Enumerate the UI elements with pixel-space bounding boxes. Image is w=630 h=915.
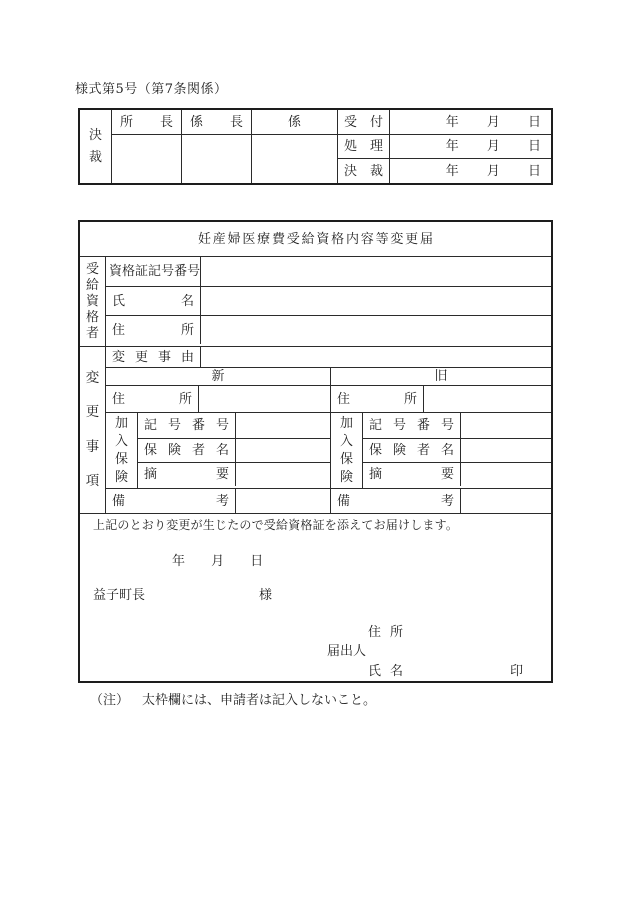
approval-stamp-cell	[251, 134, 337, 183]
footnote-text: 太枠欄には、申請者は記入しないこと。	[142, 693, 377, 708]
insurance-block	[106, 412, 551, 488]
new-insurer-name-field	[235, 439, 330, 462]
name-field	[200, 287, 551, 315]
addressee-line	[93, 589, 272, 602]
old-insurer-name-label: 保 険 者 名	[369, 443, 454, 458]
addressee-name: 益子町長	[93, 588, 146, 603]
decision-row-label: 決 裁	[337, 158, 389, 183]
changes-vertical-label-cell	[80, 347, 105, 513]
processing-date-cell: 年 月 日	[389, 134, 551, 158]
declaration-statement: 上記のとおり変更が生じたので受給資格証を添えてお届けします。	[93, 518, 459, 532]
applicant-address-label: 住 所	[368, 625, 404, 640]
new-insurance-vertical-label: 加 入 保 険	[114, 416, 128, 485]
new-summary-label: 摘 要	[144, 467, 229, 482]
applicant-name-label: 氏 名	[368, 664, 404, 679]
old-summary-label: 摘 要	[369, 467, 454, 482]
approval-stamp-cell	[111, 134, 181, 183]
new-remarks-label: 備 考	[112, 493, 229, 509]
old-remarks-field	[460, 489, 551, 513]
new-summary-field	[235, 463, 330, 486]
recipient-vertical-label-cell	[80, 257, 105, 346]
form-number: 様式第5号（第7条関係）	[75, 82, 228, 97]
address-label: 住 所	[112, 322, 194, 338]
declaration-date-line: 年 月 日	[172, 554, 264, 569]
name-label: 氏 名	[112, 293, 194, 309]
declaration-area	[80, 513, 551, 681]
new-remarks-field	[235, 489, 330, 513]
changes-section	[80, 346, 551, 513]
certificate-number-label: 資 格 証 記 号 番 号	[109, 264, 201, 279]
changes-vertical-label: 変 更 事 項	[85, 369, 100, 489]
old-symbol-number-field	[460, 413, 551, 438]
old-insurer-name-field	[460, 439, 551, 462]
old-remarks-label: 備 考	[337, 493, 454, 509]
processing-row-label: 処 理	[337, 134, 389, 158]
applicant-label: 届出人	[327, 644, 367, 659]
old-address-field	[423, 386, 551, 412]
new-symbol-number-field	[235, 413, 330, 438]
main-form-table	[78, 220, 553, 683]
footnote-label: （注）	[90, 693, 130, 708]
approval-col-staff: 係	[251, 110, 337, 134]
certificate-number-field	[200, 257, 551, 286]
new-symbol-number-label: 記 号 番 号	[144, 418, 229, 433]
recipient-section	[80, 256, 551, 346]
approval-table	[78, 108, 553, 185]
change-reason-label: 変 更 事 由	[112, 349, 194, 365]
old-insurance-vertical-label: 加 入 保 険	[339, 416, 353, 485]
old-summary-field	[460, 463, 551, 486]
old-symbol-number-label: 記 号 番 号	[369, 418, 454, 433]
new-header: 新	[211, 369, 225, 384]
seal-mark: 印	[510, 664, 524, 679]
change-reason-field	[200, 347, 551, 367]
decision-date-cell: 年 月 日	[389, 158, 551, 183]
new-address-label: 住 所	[112, 391, 192, 407]
approval-stamp-cell	[181, 134, 251, 183]
new-insurer-name-label: 保 険 者 名	[144, 443, 229, 458]
old-address-label: 住 所	[337, 391, 417, 407]
reception-date-cell: 年 月 日	[389, 110, 551, 134]
reception-row-label: 受 付	[337, 110, 389, 134]
honorific: 様	[259, 588, 273, 603]
recipient-vertical-label: 受 給 資 格 者	[85, 262, 99, 341]
applicant-name-line	[368, 665, 523, 678]
new-address-field	[198, 386, 330, 412]
address-field	[200, 316, 551, 344]
approval-col-chief: 係 長	[181, 110, 251, 134]
approval-vertical-label: 決 裁	[88, 128, 102, 165]
approval-col-director: 所 長	[111, 110, 181, 134]
form-title: 妊産婦医療費受給資格内容等変更届	[197, 231, 435, 247]
old-header: 旧	[330, 368, 551, 385]
footnote	[90, 694, 376, 707]
